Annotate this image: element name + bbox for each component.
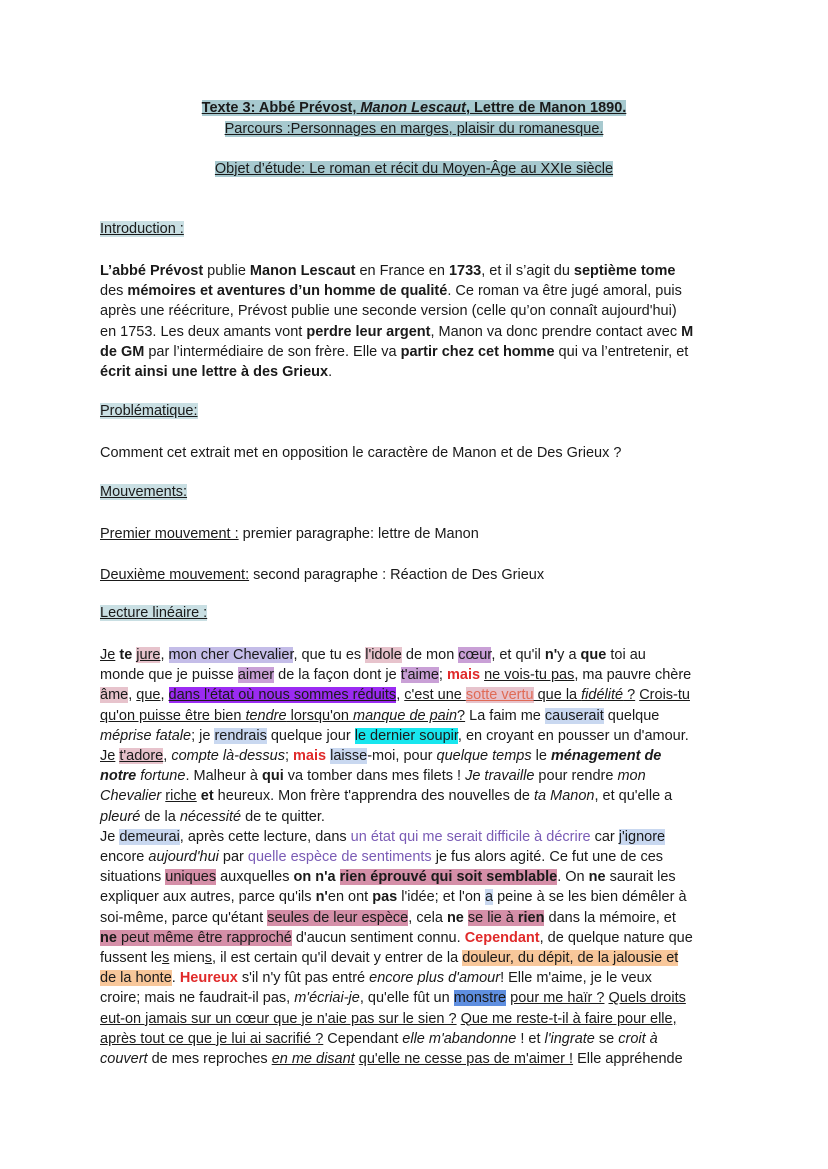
annotated-span: âme xyxy=(100,687,129,704)
text-span: aujourd'hui xyxy=(148,849,219,866)
text-span: de la façon dont je xyxy=(274,667,401,684)
text-span: que xyxy=(136,687,161,704)
text-span: , xyxy=(128,687,137,704)
text-span: saurait les xyxy=(605,869,676,886)
annotated-span: mon cher Chevalier xyxy=(168,647,294,663)
text-span: ; je xyxy=(191,727,215,744)
text-span: par xyxy=(218,849,248,866)
parcours-line xyxy=(0,121,828,137)
text-span: ne xyxy=(588,869,606,886)
text-span: riche xyxy=(165,788,197,805)
text-span: nécessité xyxy=(179,808,242,825)
text-span: qu'elle ne cesse pas de m'aimer ! xyxy=(358,1051,574,1068)
text-span: , ma pauvre chère xyxy=(574,667,692,684)
introduction-heading xyxy=(100,221,184,237)
intro-line xyxy=(100,342,732,362)
text-span: . Ce roman va être jugé amoral, puis xyxy=(447,283,682,300)
intro-line xyxy=(100,322,732,342)
lecture-label: Lecture linéaire : xyxy=(100,605,208,621)
annotated-span: sotte vertu xyxy=(465,687,534,704)
text-line xyxy=(100,988,732,1008)
annotated-span: t'aime xyxy=(400,667,439,684)
text-span: mien xyxy=(169,950,205,967)
text-line xyxy=(100,928,732,948)
annotated-span: quelle espèce de sentiments xyxy=(247,849,432,866)
deuxieme-mouvement-label: Deuxième mouvement: xyxy=(100,567,250,583)
text-span: en ont xyxy=(327,889,373,906)
premier-mouvement xyxy=(100,524,732,544)
text-span: après tout ce que je lui ai sacrifié ? xyxy=(100,1030,324,1047)
text-span: perdre leur argent xyxy=(306,323,431,340)
premier-mouvement-label: Premier mouvement : xyxy=(100,526,239,542)
document-title xyxy=(0,100,828,116)
text-span: en 1753. Les deux amants vont xyxy=(100,323,307,340)
intro-line xyxy=(100,261,732,281)
text-line xyxy=(100,968,732,988)
text-span: . xyxy=(171,970,180,987)
annotated-span: de la honte xyxy=(100,970,172,987)
text-span: ne vois-tu pas xyxy=(484,667,575,684)
text-span: ! et xyxy=(516,1030,545,1047)
lecture-heading xyxy=(100,605,207,621)
text-span: couvert xyxy=(100,1051,148,1068)
annotated-span: t'adore xyxy=(119,748,164,765)
text-span: , de quelque nature que xyxy=(539,929,693,946)
text-span: notre xyxy=(100,768,137,785)
text-span: , et il s’agit du xyxy=(481,263,574,279)
text-span: ; xyxy=(438,667,447,684)
text-span: et xyxy=(200,788,214,805)
annotated-span: j'ignore xyxy=(618,828,666,845)
title-italic: Manon Lescaut xyxy=(360,100,466,116)
text-line xyxy=(100,1049,732,1069)
annotated-span: rien xyxy=(517,909,545,926)
parcours-text: Parcours :Personnages en marges, plaisir du romanesque. xyxy=(224,121,604,137)
text-span: par l’intermédiaire de son frère. Elle va xyxy=(144,343,401,360)
text-span: qu'on puisse être bien xyxy=(100,707,246,724)
text-span: Crois-tu xyxy=(639,687,690,704)
text-span: croire; mais ne faudrait-il pas, xyxy=(100,990,295,1007)
annotated-span: jure xyxy=(136,647,161,663)
text-span: Quels droits xyxy=(608,990,686,1007)
text-span: pas xyxy=(372,889,398,906)
annotated-span: Cependant xyxy=(464,929,540,946)
text-span: ta Manon xyxy=(534,788,595,805)
text-span: , que tu es xyxy=(293,647,366,663)
problematique-heading xyxy=(100,403,198,419)
text-span: partir chez cet homme xyxy=(400,343,555,360)
text-span: fidélité xyxy=(581,687,624,704)
text-span: ? xyxy=(457,707,466,724)
text-span: de te quitter. xyxy=(241,808,325,825)
text-span: . Malheur à xyxy=(185,768,263,785)
text-span: ménagement de xyxy=(550,748,662,765)
text-line xyxy=(100,1029,732,1049)
text-span: heureux. Mon frère t'apprendra des nouvelles de xyxy=(213,788,535,805)
text-span: je fus alors agité. Ce fut une de ces xyxy=(431,849,664,866)
text-span: s xyxy=(204,950,213,967)
annotated-span: rendrais xyxy=(214,727,267,744)
text-span: Chevalier xyxy=(100,788,162,805)
annotated-span: mais xyxy=(293,748,327,765)
text-line xyxy=(100,786,732,806)
text-span: , xyxy=(396,687,405,704)
annotated-span: mais xyxy=(446,667,481,684)
annotated-span: l'idole xyxy=(365,647,402,663)
text-span: c'est une xyxy=(404,687,466,704)
text-span: 1733 xyxy=(448,263,482,279)
annotated-span: cœur xyxy=(458,647,492,663)
text-line xyxy=(100,645,732,665)
text-span: tendre xyxy=(245,707,287,724)
text-span: , en croyant en pousser un d'amour. xyxy=(457,727,689,744)
intro-line xyxy=(100,301,732,321)
text-span: fortune xyxy=(140,768,186,785)
text-span: Que me reste-t-il à faire pour elle, xyxy=(460,1010,677,1027)
text-line xyxy=(100,908,732,928)
text-span: Je xyxy=(100,647,116,663)
text-span: . xyxy=(328,364,333,381)
text-line xyxy=(100,807,732,827)
text-span: qui xyxy=(262,768,284,785)
text-span: croit à xyxy=(618,1030,658,1047)
text-line xyxy=(100,665,732,685)
annotated-span: rien éprouvé qui soit semblable xyxy=(339,869,558,886)
annotated-text xyxy=(100,645,732,1069)
introduction-paragraph xyxy=(100,261,732,382)
text-span: de mes reproches xyxy=(147,1051,272,1068)
text-span: car xyxy=(590,828,619,845)
text-span: mon xyxy=(617,768,646,785)
objet-line xyxy=(0,161,828,177)
text-span: qui va l’entretenir, et xyxy=(554,343,689,360)
text-span: quelque xyxy=(603,707,660,724)
premier-mouvement-text: premier paragraphe: lettre de Manon xyxy=(238,526,479,542)
text-span: , xyxy=(160,647,169,663)
text-span: expliquer aux autres, parce qu'ils xyxy=(100,889,316,906)
annotated-span: aimer xyxy=(237,667,275,684)
text-span: Je travaille xyxy=(465,768,535,785)
text-span: eut-on jamais sur un cœur que je n'aie pas sur le sien ? xyxy=(100,1010,457,1027)
annotated-span: seules de leur espèce xyxy=(267,909,409,926)
text-span: soi-même, parce qu'étant xyxy=(100,909,268,926)
text-span: Cependant xyxy=(323,1030,403,1047)
deuxieme-mouvement xyxy=(100,565,732,585)
problematique-text: Comment cet extrait met en opposition le caractère de Manon et de Des Grieux ? xyxy=(100,445,622,461)
text-span: y a xyxy=(557,647,581,663)
introduction-label: Introduction : xyxy=(100,221,184,237)
text-span: m'écriai-je xyxy=(294,990,360,1007)
objet-text: Objet d’étude: Le roman et récit du Moyen-Âge au XXIe siècle xyxy=(214,161,614,177)
annotated-span: monstre xyxy=(453,990,507,1007)
text-span: pleuré xyxy=(100,808,141,825)
text-line xyxy=(100,706,732,726)
text-span: Je xyxy=(100,748,116,765)
text-line xyxy=(100,685,732,705)
text-span: Manon Lescaut xyxy=(249,263,356,279)
text-span: mémoires et aventures d’un homme de qualité xyxy=(127,283,448,300)
text-span: de GM xyxy=(100,343,145,360)
text-span: compte là-dessus xyxy=(171,748,285,765)
text-span: ne xyxy=(446,909,464,926)
text-span: se xyxy=(594,1030,619,1047)
text-span: Elle appréhende xyxy=(573,1051,683,1068)
text-span: M xyxy=(681,323,694,340)
deuxieme-mouvement-text: second paragraphe : Réaction de Des Grieux xyxy=(249,567,545,583)
annotated-span: laisse xyxy=(330,748,368,765)
text-span: manque de pain xyxy=(353,707,458,724)
text-span: L’abbé Prévost xyxy=(100,263,204,279)
text-span: publie xyxy=(203,263,250,279)
text-span: encore plus d'amour xyxy=(369,970,501,987)
text-span: -moi, pour xyxy=(367,748,437,765)
text-span: La faim me xyxy=(465,707,545,724)
text-span: de la xyxy=(140,808,180,825)
annotated-span: causerait xyxy=(544,707,604,724)
text-line xyxy=(100,726,732,746)
annotated-span: a xyxy=(484,889,494,906)
text-span: dans la mémoire, et xyxy=(544,909,676,926)
text-span: elle m'abandonne xyxy=(402,1030,517,1047)
annotated-span: uniques xyxy=(165,869,217,886)
text-span: toi au xyxy=(606,647,646,663)
text-span: que xyxy=(580,647,607,663)
text-span: l'ingrate xyxy=(544,1030,595,1047)
text-span: après une réécriture, Prévost publie une seconde version (celle qu’on connaît aujourd'hui) xyxy=(100,303,677,320)
text-span: quelque temps xyxy=(436,748,532,765)
annotated-span: demeurai xyxy=(119,828,180,845)
text-span: méprise fatale xyxy=(100,727,192,744)
text-line xyxy=(100,948,732,968)
text-span: , il est certain qu'il devait y entrer de la xyxy=(212,950,463,967)
text-span: d'aucun sentiment connu. xyxy=(291,929,465,946)
text-line xyxy=(100,847,732,867)
text-span: ! Elle m'aime, je le veux xyxy=(500,970,652,987)
text-span: . On xyxy=(557,869,589,886)
mouvements-heading xyxy=(100,484,187,500)
annotated-span: un état qui me serait difficile à décrire xyxy=(350,828,591,845)
text-line xyxy=(100,867,732,887)
annotated-span: Heureux xyxy=(179,970,238,987)
text-span: s'il n'y fût pas entré xyxy=(237,970,370,987)
text-span: , qu'elle fût un xyxy=(359,990,454,1007)
text-span: n' xyxy=(315,889,328,906)
title-suffix: , Lettre de Manon 1890. xyxy=(465,100,627,116)
text-span: de mon xyxy=(401,647,459,663)
title-highlight xyxy=(202,100,627,116)
text-span: pour me haïr ? xyxy=(510,990,605,1007)
problematique-label: Problématique: xyxy=(100,403,198,419)
text-span: , Manon va donc prendre contact avec xyxy=(430,323,682,340)
text-span: Je xyxy=(100,828,120,845)
text-span: , xyxy=(160,687,169,704)
text-span: situations xyxy=(100,869,166,886)
text-span: , xyxy=(163,748,172,765)
text-line xyxy=(100,746,732,766)
text-line xyxy=(100,827,732,847)
title-prefix: Texte 3: Abbé Prévost, xyxy=(201,100,361,116)
annotated-span: se lie à xyxy=(467,909,518,926)
text-span: l'idée; et l'on xyxy=(397,889,485,906)
text-span: écrit ainsi une lettre à des Grieux xyxy=(100,364,329,381)
annotated-span: le dernier soupir xyxy=(354,727,458,744)
annotated-span: dans l'état où nous sommes réduits xyxy=(168,687,397,704)
text-span: en France en xyxy=(355,263,449,279)
text-span: on n'a xyxy=(293,869,336,886)
text-span: peine à se les bien démêler à xyxy=(493,889,687,906)
text-span: , et qu'il xyxy=(491,647,545,663)
text-span: auxquelles xyxy=(216,869,294,886)
text-span: lorsqu'on xyxy=(286,707,354,724)
text-span: septième tome xyxy=(573,263,676,279)
text-line xyxy=(100,766,732,786)
text-span: monde que je puisse xyxy=(100,667,238,684)
text-span: te xyxy=(119,647,133,663)
intro-line xyxy=(100,281,732,301)
text-line xyxy=(100,1009,732,1029)
text-span: va tomber dans mes filets ! xyxy=(283,768,466,785)
text-span: en me disant xyxy=(271,1051,355,1068)
text-span: , cela xyxy=(408,909,447,926)
text-span: fussent le xyxy=(100,950,163,967)
intro-line xyxy=(100,362,732,382)
text-span: s xyxy=(162,950,170,967)
text-span: , après cette lecture, dans xyxy=(179,828,351,845)
annotated-span: douleur, du dépit, de la jalousie et xyxy=(462,950,679,967)
text-span: ; xyxy=(284,748,294,765)
annotated-span: peut même être rapproché xyxy=(116,929,292,946)
text-span: que la xyxy=(533,687,582,704)
text-span: quelque jour xyxy=(266,727,355,744)
annotated-span: ne xyxy=(100,929,117,946)
mouvements-label: Mouvements: xyxy=(100,484,188,500)
text-span: , et qu'elle a xyxy=(594,788,673,805)
text-span: des xyxy=(100,283,128,300)
text-span: pour rendre xyxy=(534,768,618,785)
text-span: encore xyxy=(100,849,149,866)
text-line xyxy=(100,887,732,907)
text-span: ? xyxy=(623,687,636,704)
text-span: le xyxy=(531,748,551,765)
text-span: n' xyxy=(544,647,558,663)
